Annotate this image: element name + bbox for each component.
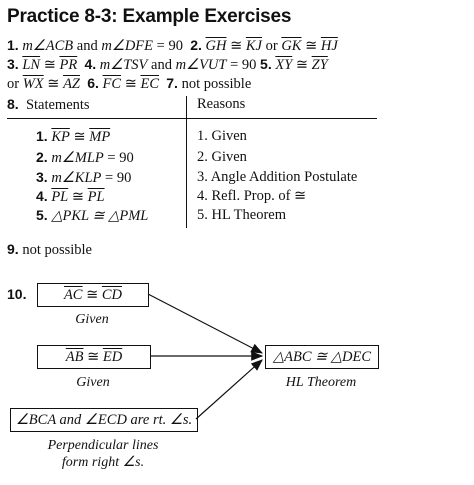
segment: $\overline{FC}$ <box>102 76 122 92</box>
congruent-symbol: ≅ <box>87 349 100 365</box>
arrow-3 <box>196 360 262 419</box>
triangle-congruence: △ABC ≅ △DEC <box>272 349 372 365</box>
flow-caption: Given <box>76 375 110 390</box>
proof-reason: 4. Refl. Prop. of ≅ <box>197 188 307 204</box>
flow-box-conclusion <box>265 345 379 369</box>
segment: $\overline{PR}$ <box>59 57 78 73</box>
proof-reason: 5. HL Theorem <box>197 207 286 223</box>
statements-label: Statements <box>25 97 90 113</box>
exercise-number: 2. <box>190 37 202 53</box>
segment: $\overline{EC}$ <box>140 76 160 92</box>
equals-ninety: = 90 <box>156 38 183 54</box>
equals-ninety: = 90 <box>105 170 132 186</box>
segment: $\overline{PL}$ <box>51 189 69 205</box>
segment: $\overline{AZ}$ <box>63 76 80 92</box>
proof-reason: 3. Angle Addition Postulate <box>197 169 358 185</box>
angle-expression: m∠KLP <box>51 170 102 186</box>
segment: $\overline{XY}$ <box>275 57 293 73</box>
conjunction: and <box>76 38 98 54</box>
angle-expression: m∠MLP <box>51 150 104 166</box>
segment: $\overline{CD}$ <box>101 287 123 303</box>
answer-text: not possible <box>22 242 92 258</box>
proof-reason: 2. Given <box>197 149 247 165</box>
angle-expression: m∠TSV <box>99 57 148 73</box>
segment: $\overline{ZY}$ <box>311 57 328 73</box>
caption-line: Perpendicular lines <box>47 438 159 453</box>
segment: $\overline{ED}$ <box>102 349 123 365</box>
conjunction: and <box>151 57 172 73</box>
flow-box-ab-ed <box>37 345 151 369</box>
congruent-symbol: ≅ <box>71 189 85 205</box>
segment: $\overline{AB}$ <box>65 349 84 365</box>
row-number: 2. <box>36 149 48 165</box>
segment: $\overline{PL}$ <box>87 189 105 205</box>
exercise-number: 6. <box>87 75 99 91</box>
proof-reasons-header: Reasons <box>197 96 246 112</box>
congruent-symbol: ≅ <box>43 57 56 73</box>
congruent-symbol: ≅ <box>230 38 243 54</box>
angle-expression: m∠DFE <box>101 38 154 54</box>
congruent-symbol: ≅ <box>86 287 99 303</box>
angle-expression: m∠ACB <box>22 38 74 54</box>
arrow-1 <box>148 294 262 353</box>
triangle-congruence: △PKL ≅ △PML <box>51 208 149 224</box>
exercise-number: 3. <box>7 56 19 72</box>
segment: $\overline{KP}$ <box>51 129 70 145</box>
exercise-number: 1. <box>7 37 19 53</box>
flow-box-right-angles <box>10 408 198 432</box>
segment: $\overline{GH}$ <box>205 38 227 54</box>
row-number: 1. <box>36 128 48 144</box>
segment: $\overline{GK}$ <box>281 38 302 54</box>
exercise-number: 8. <box>7 96 19 112</box>
equals-ninety: = 90 <box>107 150 134 166</box>
row-number: 3. <box>36 169 48 185</box>
conjunction: or <box>7 76 20 92</box>
box-text: ∠BCA and ∠ECD are rt. ∠s. <box>15 412 193 428</box>
congruent-symbol: ≅ <box>47 76 60 92</box>
segment: $\overline{LN}$ <box>22 57 41 73</box>
segment: $\overline{WX}$ <box>22 76 44 92</box>
page-title: Practice 8-3: Example Exercises <box>7 6 292 27</box>
congruent-symbol: ≅ <box>295 57 309 73</box>
segment: $\overline{KJ}$ <box>245 38 262 54</box>
angle-expression: m∠VUT <box>175 57 227 73</box>
exercise-number: 9. <box>7 241 19 257</box>
exercise-number: 10. <box>7 286 27 302</box>
conjunction: or <box>265 38 278 54</box>
flow-caption: Given <box>75 312 109 327</box>
flow-box-ac-cd <box>37 283 149 307</box>
equals-ninety: = 90 <box>230 57 257 73</box>
proof-reason: 1. Given <box>197 128 247 144</box>
exercise-number: 7. <box>166 75 178 91</box>
segment: $\overline{HJ}$ <box>320 38 338 54</box>
exercise-number: 4. <box>84 56 97 72</box>
flow-caption <box>10 437 196 471</box>
row-number: 5. <box>36 207 48 223</box>
caption-line: form right ∠s. <box>61 455 145 470</box>
congruent-symbol: ≅ <box>73 129 86 145</box>
flow-caption: HL Theorem <box>285 375 357 390</box>
answer-text: not possible <box>181 76 252 92</box>
row-number: 4. <box>36 188 48 204</box>
congruent-symbol: ≅ <box>124 76 137 92</box>
congruent-symbol: ≅ <box>305 38 318 54</box>
exercise-number: 5. <box>260 56 272 72</box>
segment: $\overline{MP}$ <box>89 129 111 145</box>
segment: $\overline{AC}$ <box>63 287 83 303</box>
